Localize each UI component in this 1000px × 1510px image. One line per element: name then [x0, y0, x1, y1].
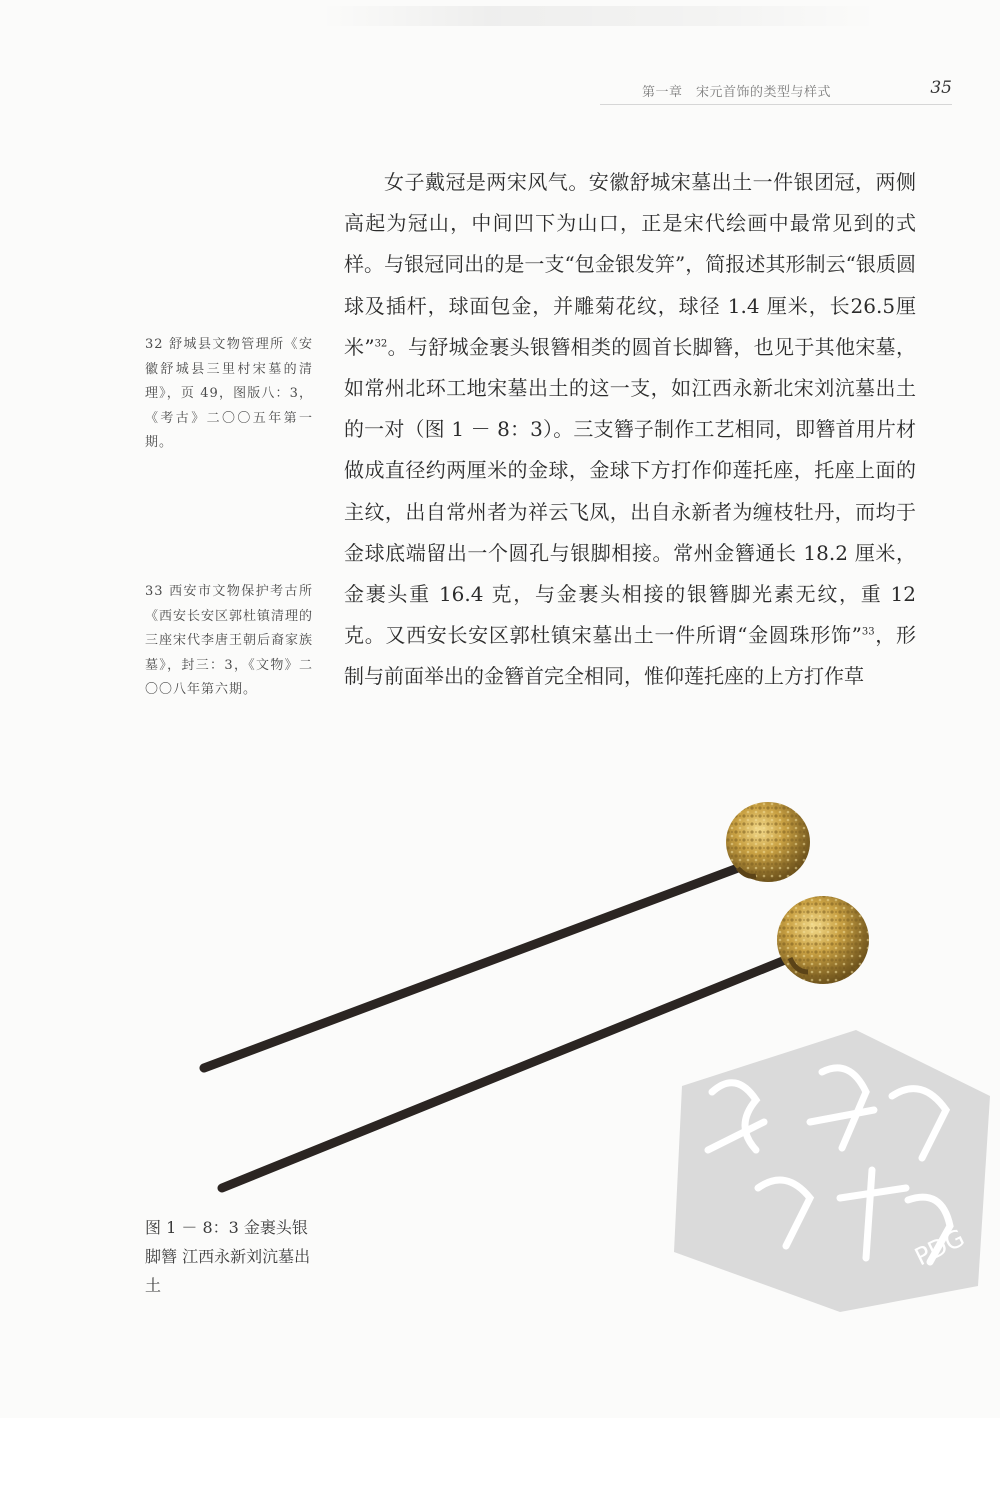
side-note-32: 32 舒城县文物管理所《安徽舒城县三里村宋墓的清理》，页 49，图版八：3，《考古》二〇〇五年第一期。: [145, 337, 313, 450]
chapter-title: 第一章 宋元首饰的类型与样式: [642, 85, 832, 100]
scan-smudge: [320, 6, 880, 26]
footnote-ref-33[interactable]: 33: [861, 626, 875, 638]
page-number: 35: [930, 78, 952, 98]
footnote-ref-32[interactable]: 32: [374, 338, 388, 350]
gold-head-lower: [777, 896, 869, 984]
watermark-stamp: [660, 1000, 1000, 1320]
body-text: [344, 162, 916, 698]
page-bottom-margin: [0, 1418, 1000, 1510]
stamp-text: PDG: [910, 1223, 969, 1272]
figure-caption: 图 1 － 8：3 金裹头银脚簪 江西永新刘沆墓出土: [145, 1218, 311, 1295]
gold-head-upper: [726, 802, 810, 882]
side-note-33: 33 西安市文物保护考古所《西安长安区郭杜镇清理的三座宋代李唐王朝后裔家族墓》，封三：3，《文物》二〇〇八年第六期。: [145, 584, 314, 697]
pin-shaft-upper: [204, 868, 738, 1068]
running-header: [600, 78, 952, 105]
body-paragraph: 女子戴冠是两宋风气。安徽舒城宋墓出土一件银团冠，两侧高起为冠山，中间凹下为山口，正是宋代绘画中最常见到的式样。与银冠同出的是一支“包金银发笄”，简报述其形制云“银质圆球及插杆，球面包金，并雕菊花纹，球径 1.4 厘米，长26.5厘米”$^{32}$。与舒城金裹头银簪相类的圆首长脚簪，也见于其他宋墓，如常州北环工地宋墓出土的这一支，如江西永新北宋刘沆墓出土的一对（图 1 － 8：3）。三支簪子制作工艺相同，即簪首用片材做成直径约两厘米的金球，金球下方打作仰莲托座，托座上面的主纹，出自常州者为祥云飞凤，出自永新者为缠枝牡丹，而均于金球底端留出一个圆孔与银脚相接。常州金簪通长 18.2 厘米，金裹头重 16.4 克，与金裹头相接的银簪脚光素无纹，重 12 克。又西安长安区郭杜镇宋墓出土一件所谓“金圆珠形饰”$^{33}$，形制与前面举出的金簪首完全相同，惟仰莲托座的上方打作草: [344, 170, 917, 689]
